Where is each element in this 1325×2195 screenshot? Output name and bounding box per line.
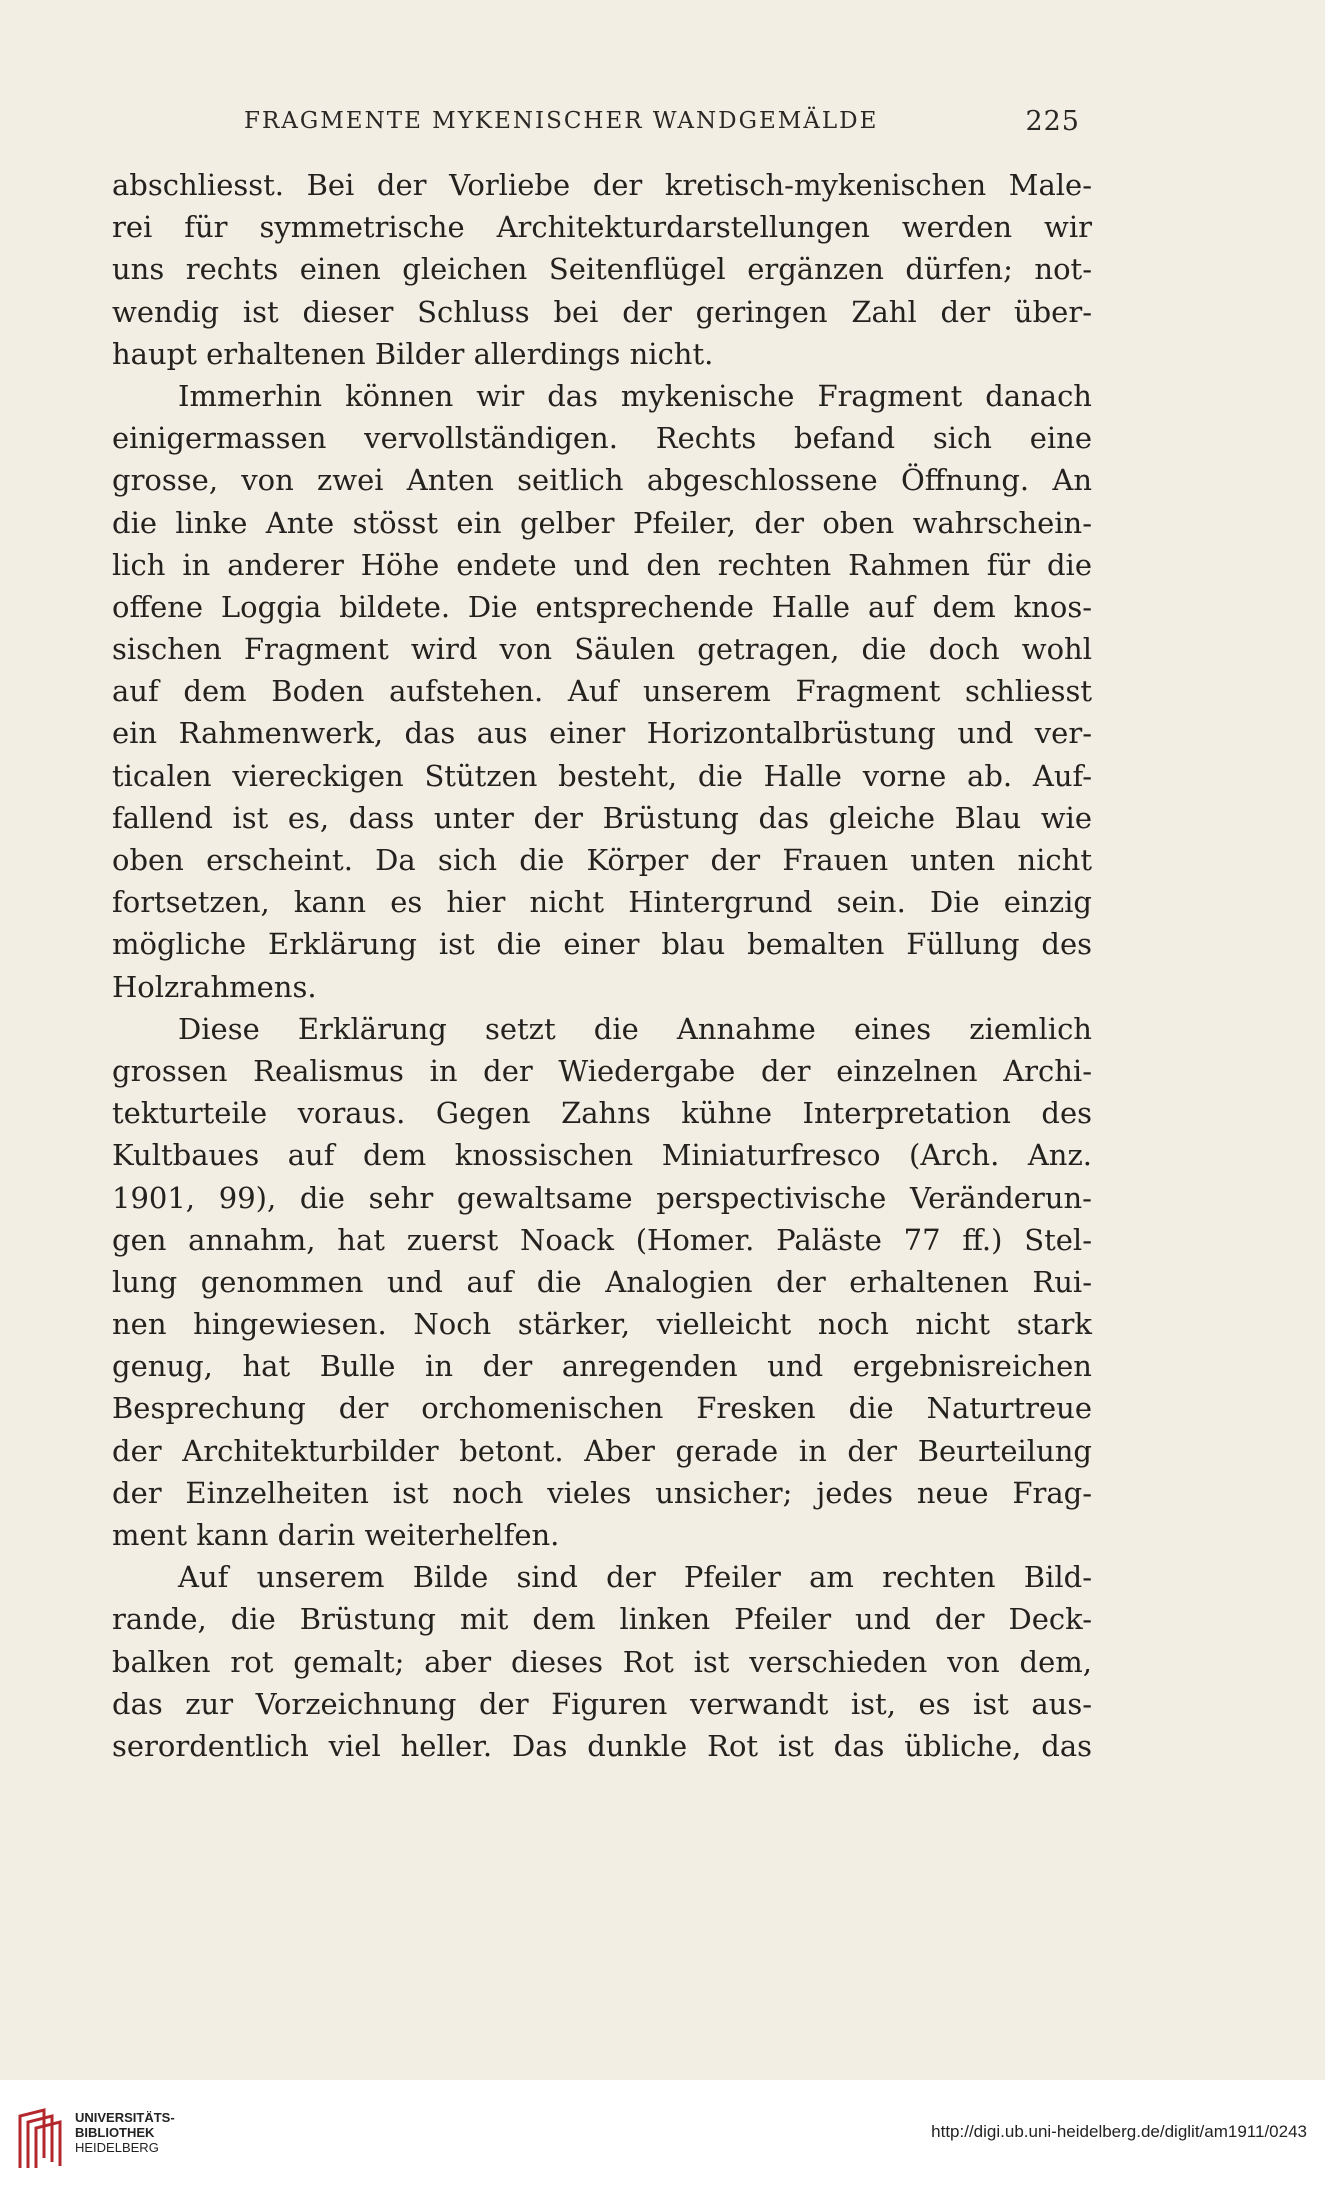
body-text: [112, 164, 1092, 1767]
text-line: rei für symmetrische Architekturdarstellungen werden wir: [112, 210, 1092, 245]
text-line: oben erscheint. Da sich die Körper der Frauen unten nicht: [112, 843, 1092, 877]
library-name-line: BIBLIOTHEK: [75, 2125, 155, 2140]
library-name: [75, 2110, 175, 2155]
text-line: 1901, 99), die sehr gewaltsame perspectivische Veränderun-: [112, 1180, 1092, 1215]
text-line: grosse, von zwei Anten seitlich abgeschlossene Öffnung. An: [112, 463, 1092, 498]
text-line: genug, hat Bulle in der anregenden und ergebnisreichen: [112, 1349, 1092, 1384]
text-line: ment kann darin weiterhelfen.: [112, 1518, 560, 1552]
text-line: gen annahm, hat zuerst Noack (Homer. Paläste 77 ff.) Stel-: [112, 1222, 1092, 1257]
text-line: wendig ist dieser Schluss bei der geringen Zahl der über-: [112, 294, 1092, 329]
running-title: FRAGMENTE MYKENISCHER WANDGEMÄLDE: [244, 108, 879, 134]
text-line: Holzrahmens.: [112, 969, 317, 1004]
source-url-link[interactable]: http://digi.ub.uni-heidelberg.de/diglit/am1911/0243: [931, 2122, 1307, 2141]
text-line: lung genommen und auf die Analogien der erhaltenen Rui-: [112, 1264, 1092, 1299]
text-line: abschliesst. Bei der Vorliebe der kretisch-mykenischen Male-: [112, 168, 1092, 202]
text-line: ein Rahmenwerk, das aus einer Horizontalbrüstung und ver-: [112, 716, 1092, 751]
text-line: Kultbaues auf dem knossischen Miniaturfresco (Arch. Anz.: [112, 1138, 1092, 1173]
text-line: serordentlich viel heller. Das dunkle Rot ist das übliche, das: [112, 1728, 1092, 1763]
text-line: haupt erhaltenen Bilder allerdings nicht.: [112, 336, 714, 371]
text-line: einigermassen vervollständigen. Rechts befand sich eine: [112, 421, 1092, 456]
text-line: fallend ist es, dass unter der Brüstung das gleiche Blau wie: [112, 800, 1092, 835]
library-name-line: UNIVERSITÄTS-: [75, 2110, 175, 2125]
text-line: fortsetzen, kann es hier nicht Hintergrund sein. Die einzig: [112, 885, 1092, 920]
library-name-line: HEIDELBERG: [75, 2140, 159, 2155]
running-head: [244, 108, 1080, 148]
text-line: das zur Vorzeichnung der Figuren verwandt ist, es ist aus-: [112, 1686, 1092, 1721]
text-line: lich in anderer Höhe endete und den rechten Rahmen für die: [112, 547, 1092, 582]
footer-bar: [0, 2080, 1325, 2195]
library-logo-icon: [14, 2108, 62, 2170]
text-line: Diese Erklärung setzt die Annahme eines ziemlich: [178, 1011, 1092, 1046]
text-line: ticalen viereckigen Stützen besteht, die Halle vorne ab. Auf-: [112, 758, 1092, 793]
text-line: Besprechung der orchomenischen Fresken die Naturtreue: [112, 1391, 1092, 1426]
text-line: nen hingewiesen. Noch stärker, vielleicht noch nicht stark: [112, 1307, 1092, 1342]
text-line: balken rot gemalt; aber dieses Rot ist verschieden von dem,: [112, 1644, 1092, 1679]
text-line: der Architekturbilder betont. Aber gerade in der Beurteilung: [112, 1433, 1092, 1468]
text-line: grossen Realismus in der Wiedergabe der einzelnen Archi-: [112, 1053, 1092, 1088]
text-line: mögliche Erklärung ist die einer blau bemalten Füllung des: [112, 927, 1092, 962]
text-line: offene Loggia bildete. Die entsprechende Halle auf dem knos-: [112, 589, 1092, 624]
page-number: 225: [1025, 106, 1080, 137]
text-line: uns rechts einen gleichen Seitenflügel ergänzen dürfen; not-: [112, 252, 1092, 287]
text-line: Auf unserem Bilde sind der Pfeiler am rechten Bild-: [178, 1560, 1092, 1595]
text-line: sischen Fragment wird von Säulen getragen, die doch wohl: [112, 632, 1092, 667]
text-line: tekturteile voraus. Gegen Zahns kühne Interpretation des: [112, 1096, 1092, 1131]
text-line: Immerhin können wir das mykenische Fragment danach: [178, 378, 1092, 413]
text-line: rande, die Brüstung mit dem linken Pfeiler und der Deck-: [112, 1602, 1092, 1637]
text-line: auf dem Boden aufstehen. Auf unserem Fragment schliesst: [112, 674, 1092, 709]
text-line: der Einzelheiten ist noch vieles unsicher; jedes neue Frag-: [112, 1475, 1092, 1510]
text-line: die linke Ante stösst ein gelber Pfeiler, der oben wahrschein-: [112, 505, 1092, 540]
